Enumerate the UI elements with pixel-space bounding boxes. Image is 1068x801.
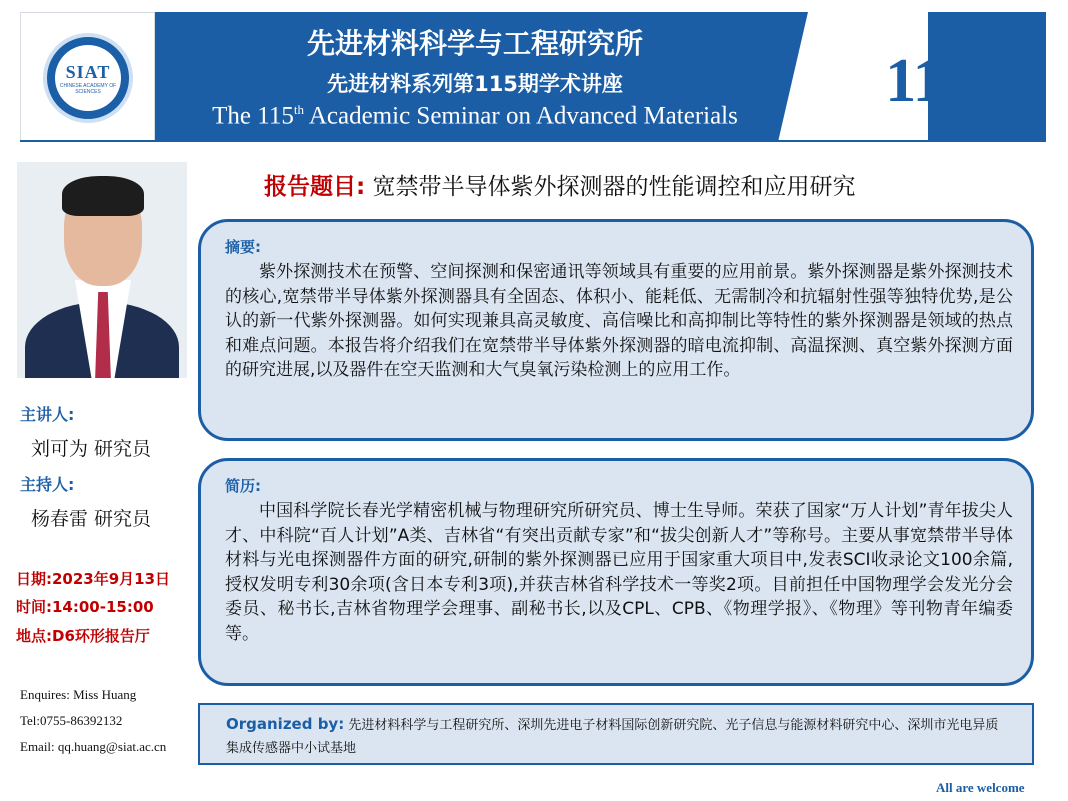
siat-logo [20, 12, 155, 142]
logo-subtext: CHINESE ACADEMY OF SCIENCES [59, 82, 117, 95]
title-en-prefix: The 115 [212, 102, 294, 130]
title-en-suffix: Academic Seminar on Advanced Materials [303, 102, 738, 130]
seminar-series-title: 先进材料系列第115期学术讲座 [327, 72, 623, 96]
organizer-label: Organized by: [226, 715, 345, 733]
speaker-name: 刘可为 研究员 [31, 438, 152, 460]
event-time: 时间:14:00-15:00 [16, 598, 154, 616]
organizer-text: 先进材料科学与工程研究所、深圳先进电子材料国际创新研究院、光子信息与能源材料研究中心、深圳市光电异质集成传感器中小试基地 [226, 718, 999, 756]
abstract-box [198, 219, 1034, 441]
topic-text: 宽禁带半导体紫外探测器的性能调控和应用研究 [372, 174, 856, 200]
banner-underline [20, 140, 1046, 142]
abstract-text: 紫外探测技术在预警、空间探测和保密通讯等领域具有重要的应用前景。紫外探测器是紫外探测技术的核心,宽禁带半导体紫外探测器具有全固态、体积小、能耗低、无需制冷和抗辐射性强等独特优势,是公认的新一代紫外探测器。如何实现兼具高灵敏度、高信噪比和高抑制比等特性的紫外探测器是领域的热点和难点问题。本报告将介绍我们在宽禁带半导体紫外探测器的暗电流抑制、高温探测、真空紫外探测方面的研究进展,以及器件在空天监测和大气臭氧污染检测上的应用工作。 [225, 262, 1013, 380]
host-name: 杨春雷 研究员 [31, 508, 152, 530]
organizer-box [198, 703, 1034, 765]
title-en-sup: th [293, 102, 304, 117]
header [20, 12, 1046, 145]
bio-box [198, 458, 1034, 686]
seminar-number: 115 [885, 47, 975, 115]
contact-enquiries: Enquires: Miss Huang [20, 687, 137, 702]
seminar-title-en [155, 102, 795, 130]
topic-label: 报告题目: [264, 174, 366, 200]
event-date: 日期:2023年9月13日 [16, 570, 171, 588]
logo-emblem [43, 33, 133, 123]
event-place: 地点:D6环形报告厅 [16, 627, 150, 645]
bio-title: 简历: [225, 477, 261, 495]
bio-text: 中国科学院长春光学精密机械与物理研究所研究员、博士生导师。荣获了国家“万人计划”青年拔尖人才、中科院“百人计划”A类、吉林省“有突出贡献专家”和“拔尖创新人才”等称号。主要从事宽禁带半导体材料与光电探测器件方面的研究,研制的紫外探测器已应用于国家重大项目中,发表SCI收录论文100余篇,授权发明专利30余项(含日本专利3项),并获吉林省科学技术一等奖2项。目前担任中国物理学会发光分会委员、秘书长,吉林省物理学会理事、副秘书长,以及CPL、CPB、《物理学报》、《物理》等刊物青年编委等。 [225, 501, 1013, 644]
institute-title: 先进材料科学与工程研究所 [306, 27, 643, 60]
speaker-label: 主讲人: [20, 405, 75, 424]
logo-inner [55, 45, 121, 111]
photo-hair [62, 176, 144, 216]
report-topic [264, 168, 856, 201]
welcome-note: All are welcome [936, 780, 1025, 795]
organizer-content [226, 713, 1010, 760]
host-label: 主持人: [20, 475, 75, 494]
contact-email[interactable]: Email: qq.huang@siat.ac.cn [20, 739, 167, 754]
speaker-photo [17, 162, 187, 378]
abstract-title: 摘要: [225, 238, 261, 256]
logo-text: SIAT [65, 61, 111, 82]
contact-tel: Tel:0755-86392132 [20, 713, 123, 728]
